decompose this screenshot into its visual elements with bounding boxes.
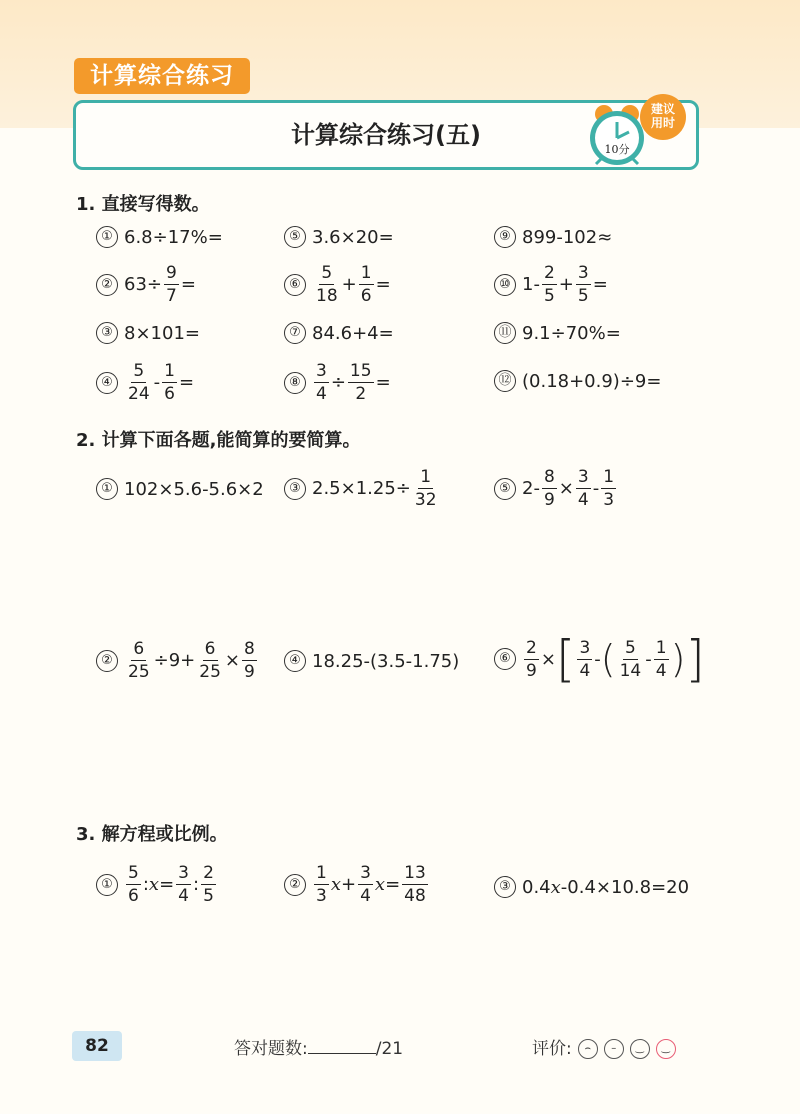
- q1-item-6: ⑥ $\frac{5}{18}$ + $\frac{1}{6}$ =: [284, 262, 391, 307]
- page-number: 82: [72, 1031, 122, 1061]
- answer-count: 答对题数: /21: [234, 1039, 404, 1059]
- q2-item-6: ⑥ $\frac{2}{9}$ × [ $\frac{3}{4}$ - ( $\frac{5}{14}$ - $\frac{1}{4}$ ) ]: [494, 634, 705, 684]
- q1-item-5: ⑤ 3.6×20=: [284, 226, 394, 248]
- q1-item-9: ⑨ 899-102≈: [494, 226, 612, 248]
- suggested-time-badge: 建议 用时: [640, 94, 686, 140]
- q1-item-10: ⑩ 1- $\frac{2}{5}$ + $\frac{3}{5}$ =: [494, 262, 608, 307]
- section-2-title: 2. 计算下面各题,能简算的要简算。: [76, 430, 361, 451]
- q1-item-2: ② 63÷ $\frac{9}{7}$ =: [96, 262, 196, 307]
- face-icon-4[interactable]: ‿: [656, 1039, 676, 1059]
- q1-item-7: ⑦ 84.6+4=: [284, 322, 394, 344]
- q2-item-3: ③ 2.5×1.25÷ $\frac{1}{32}$: [284, 466, 441, 511]
- answer-blank[interactable]: [308, 1039, 376, 1054]
- section-1-title: 1. 直接写得数。: [76, 194, 210, 215]
- q1-item-11: ⑪ 9.1÷70%=: [494, 322, 621, 344]
- clock-time: 10分: [604, 143, 630, 156]
- q2-item-4: ④ 18.25-(3.5-1.75): [284, 650, 459, 672]
- q1-item-1: ① 6.8÷17%=: [96, 226, 223, 248]
- q1-item-3: ③ 8×101=: [96, 322, 200, 344]
- section-3-title: 3. 解方程或比例。: [76, 824, 228, 845]
- q2-item-5: ⑤ 2- $\frac{8}{9}$ × $\frac{3}{4}$ - $\frac{1}{3}$: [494, 466, 618, 511]
- face-icon-1[interactable]: ⌢: [578, 1039, 598, 1059]
- evaluation: 评价: ⌢ – ‿ ‿: [532, 1034, 676, 1059]
- section-tab-label: 计算综合练习: [90, 63, 234, 89]
- q1-item-12: ⑫ (0.18+0.9)÷9=: [494, 370, 661, 392]
- section-tab: [74, 58, 250, 94]
- q3-item-2: ② $\frac{1}{3}$ x + $\frac{3}{4}$ x = $\frac{13}{48}$: [284, 862, 430, 907]
- q2-item-2: ② $\frac{6}{25}$ ÷9+ $\frac{6}{25}$ × $\frac{8}{9}$: [96, 638, 259, 683]
- face-icon-2[interactable]: –: [604, 1039, 624, 1059]
- q1-item-4: ④ $\frac{5}{24}$ - $\frac{1}{6}$ =: [96, 360, 194, 405]
- page-title: 计算综合练习(五): [291, 121, 481, 149]
- q3-item-3: ③ 0.4 x -0.4×10.8=20: [494, 876, 689, 898]
- q1-item-8: ⑧ $\frac{3}{4}$ ÷ $\frac{15}{2}$ =: [284, 360, 391, 405]
- q2-item-1: ① 102×5.6-5.6×2: [96, 478, 264, 500]
- q3-item-1: ① $\frac{5}{6}$ : x = $\frac{3}{4}$ : $\frac{2}{5}$: [96, 862, 218, 907]
- face-icon-3[interactable]: ‿: [630, 1039, 650, 1059]
